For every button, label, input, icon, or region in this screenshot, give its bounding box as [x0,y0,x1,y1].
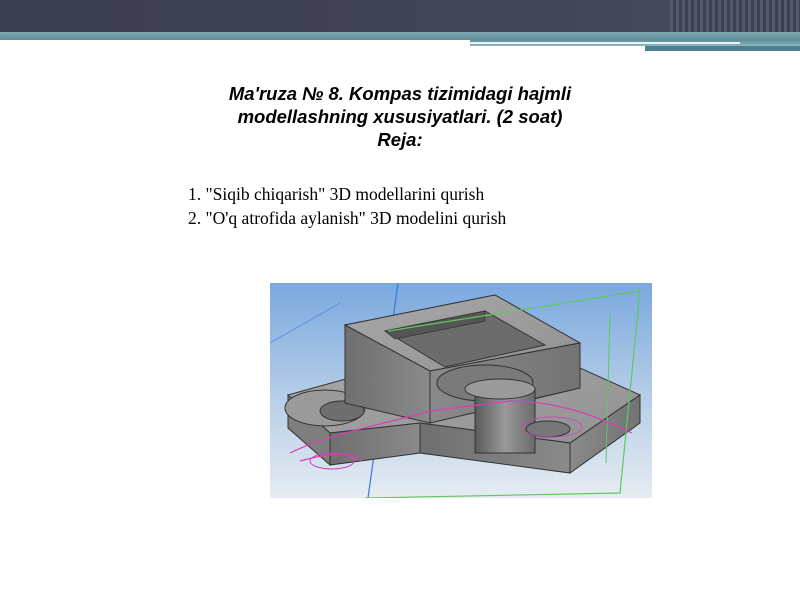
plan-list [188,182,688,230]
header-accent-band-short [645,46,800,51]
slide-title [150,82,650,151]
plan-item [188,206,688,230]
plan-item-number: 1. [188,184,202,204]
plan-item-number: 2. [188,208,202,228]
cad-model-image [270,283,652,498]
plan-heading: Reja: [377,129,423,150]
title-line-1: Ma'ruza № 8. Kompas tizimidagi hajmli [228,83,572,104]
plan-item-text: "O'q atrofida aylanish" 3D modelini qurish [205,208,507,228]
header-accent-line [0,32,800,40]
corner-arrow-icon [5,34,9,40]
header-bar [0,0,800,32]
plan-item [188,182,688,206]
title-line-2: modellashning xususiyatlari. (2 soat) [237,106,563,127]
header-stripes [670,0,800,32]
header-accent-rule [470,42,740,44]
plan-item-text: "Siqib chiqarish" 3D modellarini qurish [205,184,485,204]
